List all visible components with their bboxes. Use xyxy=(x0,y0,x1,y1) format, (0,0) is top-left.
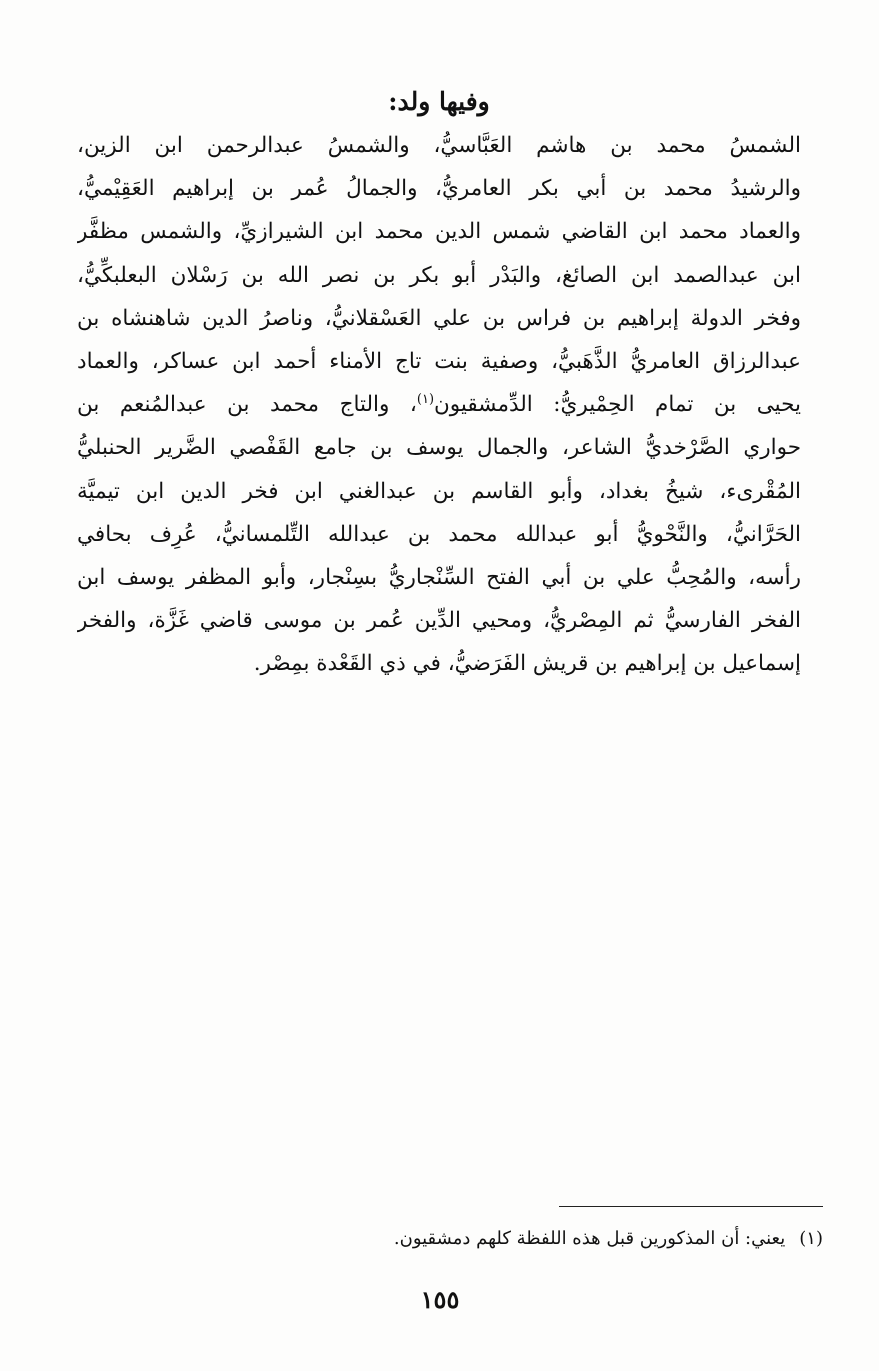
footnote-divider xyxy=(559,1206,823,1207)
text-line-5: وفخر الدولة إبراهيم بن فراس بن علي العَسْقلانيُّ، وناصرُ الدين شاهنشاه بن xyxy=(77,305,801,331)
main-paragraph xyxy=(77,124,801,685)
text-line-11: رأسه، والمُحِبُّ علي بن أبي الفتح السِّنْجاريُّ بسِنْجار، وأبو المظفر يوسف ابن xyxy=(77,564,801,590)
text-line-13: إسماعيل بن إبراهيم بن قريش الفَرَضيُّ، في ذي القَعْدة بمِصْر. xyxy=(253,651,801,677)
text-line-7 xyxy=(77,383,801,426)
text-line-1: الشمسُ محمد بن هاشم العَبَّاسيُّ، والشمسُ عبدالرحمن ابن الزين، xyxy=(77,133,801,158)
text-line-8: حواري الصَّرْخديُّ الشاعر، والجمال يوسف بن جامع القَفْصي الضَّرير الحنبليُّ xyxy=(77,435,801,461)
footnote xyxy=(300,1224,823,1254)
footnote-marker: (١) xyxy=(799,1228,823,1249)
footnote-text: يعني: أن المذكورين قبل هذه اللفظة كلهم دمشقيون. xyxy=(393,1228,786,1249)
text-line-4: ابن عبدالصمد ابن الصائغ، والبَدْر أبو بكر بن نصر الله بن رَسْلان البعلبكِّيُّ، xyxy=(77,262,801,288)
text-line-3: والعماد محمد ابن القاضي شمس الدين محمد ابن الشيرازيِّ، والشمس مظفَّر xyxy=(77,219,801,245)
text-line-9: المُقْرىء، شيخُ بغداد، وأبو القاسم بن عبدالغني ابن فخر الدين ابن تيميَّة xyxy=(77,478,801,504)
section-heading: وفيها ولد: xyxy=(388,87,490,116)
text-line-10: الحَرَّانيُّ، والنَّحْويُّ أبو عبدالله محمد بن عبدالله التِّلمسانيُّ، عُرِف بحافي xyxy=(77,521,801,547)
text-line-7-start: يحيى بن تمام الحِمْيريُّ: الدِّمشقيون xyxy=(434,392,801,418)
text-line-6: عبدالرزاق العامريُّ الذَّهَبيُّ، وصفية بنت تاج الأمناء أحمد ابن عساكر، والعماد xyxy=(77,348,801,374)
page-number: ١٥٥ xyxy=(420,1285,460,1314)
text-line-12: الفخر الفارسيُّ ثم المِصْريُّ، ومحيي الدِّين عُمر بن موسى قاضي غَزَّة، والفخر xyxy=(77,608,801,634)
footnote-reference: (١) xyxy=(416,391,435,407)
text-line-7-end: ، والتاج محمد بن عبدالمُنعم بن xyxy=(77,392,417,418)
text-line-2: والرشيدُ محمد بن أبي بكر العامريُّ، والجمالُ عُمر بن إبراهيم العَقِيْميُّ، xyxy=(77,176,801,202)
